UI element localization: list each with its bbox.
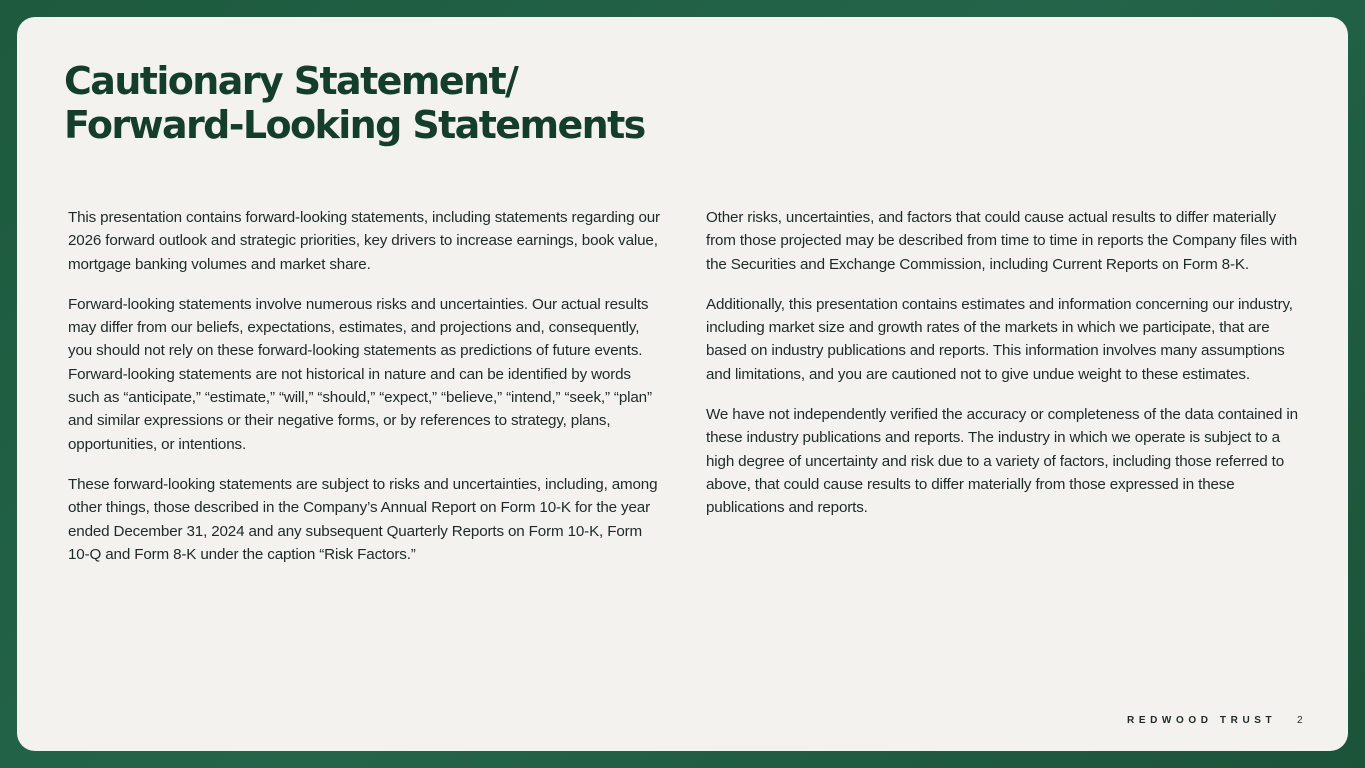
paragraph: Forward-looking statements involve numerous risks and uncertainties. Our actual results may differ from our beliefs, expectations, estimates, and projections and, consequently, you should not rely on these forward-looking statements as predictions of future events. Forward-looking statements are not historical in nature and can be identified by words such as “anticipate,” “estimate,” “will,” “should,” “expect,” “believe,” “intend,” “seek,” “plan” and similar expressions or their negative forms, or by references to strategy, plans, opportunities, or intentions. [68, 295, 652, 453]
paragraph: Additionally, this presentation contains estimates and information concerning our industry, including market size and growth rates of the markets in which we participate, that are based on industry publications and reports. This information involves many assumptions and limitations, and you are cautioned not to give undue weight to these estimates. [706, 295, 1293, 383]
footer-brand-logo: REDWOOD TRUST [1127, 715, 1277, 726]
title-line-2: Forward-Looking Statements [64, 103, 645, 147]
paragraph: These forward-looking statements are subject to risks and uncertainties, including, among other things, those described in the Company’s Annual Report on Form 10-K for the year ended December 31, 2024 and any subsequent Quarterly Reports on Form 10-K, Form 10-Q and Form 8-K under the caption “Risk Factors.” [68, 475, 658, 563]
page-number: 2 [1297, 715, 1303, 726]
right-column [706, 206, 1306, 537]
paragraph: This presentation contains forward-looking statements, including statements regarding our 2026 forward outlook and strategic priorities, key drivers to increase earnings, book value, mortgage banking volumes and market share. [68, 209, 660, 273]
page-title [64, 59, 645, 147]
left-column [68, 206, 663, 583]
paragraph: We have not independently verified the accuracy or completeness of the data contained in these industry publications and reports. The industry in which we operate is subject to a high degree of uncertainty and risk due to a variety of factors, including those referred to above, that could cause results to differ materially from those expressed in these publications and reports. [706, 406, 1298, 517]
paragraph: Other risks, uncertainties, and factors that could cause actual results to differ materially from those projected may be described from time to time in reports the Company files with the Securities and Exchange Commission, including Current Reports on Form 8-K. [706, 209, 1298, 273]
title-line-1: Cautionary Statement/ [64, 59, 518, 103]
slide [17, 17, 1348, 751]
